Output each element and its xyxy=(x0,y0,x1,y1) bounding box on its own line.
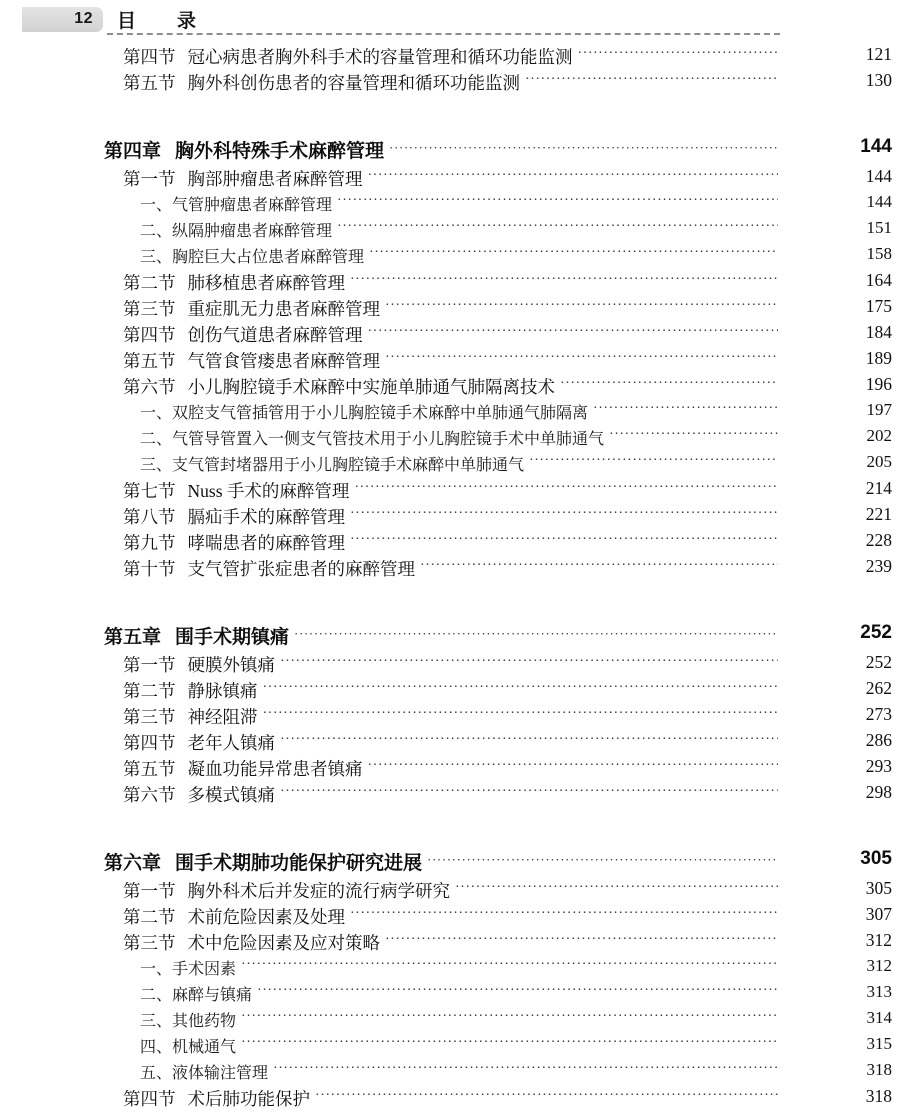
toc-entry-label: 第八节 xyxy=(123,507,176,527)
toc-entry-title: 术中危险因素及应对策略 xyxy=(187,933,380,953)
toc-entry-title: 胸外科特殊手术麻醉管理 xyxy=(175,141,385,162)
toc-leader-dots xyxy=(273,1062,778,1078)
toc-entry-title: 胸腔巨大占位患者麻醉管理 xyxy=(172,249,365,266)
toc-entry-title: 术后肺功能保护 xyxy=(187,1089,310,1109)
toc-leader-dots xyxy=(337,220,778,236)
toc-leader-dots xyxy=(263,681,779,697)
toc-entry-section[interactable] xyxy=(0,374,900,400)
toc-entry-label: 第四节 xyxy=(123,325,176,345)
toc-entry-page-number: 314 xyxy=(866,1008,892,1027)
page-header xyxy=(0,0,900,44)
toc-entry-item[interactable] xyxy=(0,1034,900,1060)
toc-entry-title: 多模式镇痛 xyxy=(187,785,275,805)
toc-entry-section[interactable] xyxy=(0,652,900,678)
toc-leader-dots xyxy=(257,984,778,1000)
toc-entry-section[interactable] xyxy=(0,704,900,730)
toc-entry-page-number: 121 xyxy=(865,44,892,64)
toc-entry-page-number: 252 xyxy=(860,622,892,643)
toc-entry-section[interactable] xyxy=(0,44,900,70)
toc-entry-label: 一、 xyxy=(140,197,173,214)
toc-entry-section[interactable] xyxy=(0,166,900,192)
toc-entry-label: 第三节 xyxy=(123,933,176,953)
toc-entry-label: 第五章 xyxy=(104,627,162,648)
toc-leader-dots xyxy=(241,1010,778,1026)
toc-entry-label: 第五节 xyxy=(123,73,176,93)
toc-entry-label: 第四章 xyxy=(104,141,162,162)
toc-leader-dots xyxy=(385,299,778,315)
toc-entry-section[interactable] xyxy=(0,322,900,348)
toc-entry-label: 三、 xyxy=(140,457,173,474)
toc-leader-dots xyxy=(315,1089,778,1105)
toc-leader-dots xyxy=(368,169,779,185)
toc-entry-page-number: 144 xyxy=(865,166,892,186)
toc-entry-label: 第三节 xyxy=(123,299,176,319)
toc-entry-label: 一、 xyxy=(140,405,173,422)
toc-entry-item[interactable] xyxy=(0,452,900,478)
toc-entry-title: 膈疝手术的麻醉管理 xyxy=(187,507,345,527)
toc-entry-title: 手术因素 xyxy=(172,961,237,978)
toc-leader-dots xyxy=(427,853,778,869)
toc-entry-title: 麻醉与镇痛 xyxy=(172,987,253,1004)
toc-entry-label: 第六章 xyxy=(104,853,162,874)
toc-entry-label: 第四节 xyxy=(123,1089,176,1109)
toc-entry-title: 静脉镇痛 xyxy=(187,681,258,701)
toc-leader-dots xyxy=(609,428,778,444)
running-head-title: 目 录 xyxy=(117,11,208,32)
toc-entry-title: 哮喘患者的麻醉管理 xyxy=(187,533,345,553)
toc-leader-dots xyxy=(350,907,778,923)
toc-entry-title: 胸部肿瘤患者麻醉管理 xyxy=(187,169,363,189)
toc-entry-section[interactable] xyxy=(0,756,900,782)
toc-entry-title: 气管肿瘤患者麻醉管理 xyxy=(172,197,333,214)
table-of-contents xyxy=(0,44,900,1112)
toc-entry-label: 第二节 xyxy=(123,907,176,927)
toc-entry-page-number: 273 xyxy=(865,704,892,724)
toc-entry-title: 支气管扩张症患者的麻醉管理 xyxy=(187,559,415,579)
toc-leader-dots xyxy=(280,655,778,671)
toc-entry-label: 第三节 xyxy=(123,707,176,727)
toc-entry-page-number: 312 xyxy=(866,956,892,975)
toc-entry-title: 凝血功能异常患者镇痛 xyxy=(187,759,363,779)
toc-entry-title: 液体输注管理 xyxy=(172,1065,269,1082)
toc-entry-page-number: 189 xyxy=(865,348,892,368)
toc-leader-dots xyxy=(420,559,778,575)
toc-entry-section[interactable] xyxy=(0,270,900,296)
toc-entry-page-number: 305 xyxy=(865,878,892,898)
toc-entry-label: 第二节 xyxy=(123,681,176,701)
toc-entry-label: 二、 xyxy=(140,987,173,1004)
toc-entry-section[interactable] xyxy=(0,878,900,904)
toc-entry-section[interactable] xyxy=(0,348,900,374)
toc-entry-page-number: 151 xyxy=(866,218,892,237)
toc-entry-label: 第四节 xyxy=(123,733,176,753)
toc-leader-dots xyxy=(578,47,779,63)
toc-entry-page-number: 202 xyxy=(866,426,892,445)
toc-leader-dots xyxy=(529,454,778,470)
toc-entry-title: 胸外科术后并发症的流行病学研究 xyxy=(187,881,450,901)
toc-entry-page-number: 197 xyxy=(866,400,892,419)
toc-leader-dots xyxy=(385,933,778,949)
toc-entry-item[interactable] xyxy=(0,400,900,426)
toc-leader-dots xyxy=(280,785,778,801)
toc-entry-label: 二、 xyxy=(140,431,173,448)
toc-leader-dots xyxy=(280,733,778,749)
toc-spacer xyxy=(0,582,900,622)
toc-entry-label: 第九节 xyxy=(123,533,176,553)
toc-entry-label: 第六节 xyxy=(123,377,176,397)
toc-entry-page-number: 293 xyxy=(865,756,892,776)
toc-entry-page-number: 221 xyxy=(865,504,892,524)
toc-entry-label: 三、 xyxy=(140,249,173,266)
toc-entry-title: 神经阻滞 xyxy=(187,707,258,727)
toc-entry-page-number: 144 xyxy=(866,192,892,211)
toc-entry-title: 硬膜外镇痛 xyxy=(187,655,275,675)
toc-entry-section[interactable] xyxy=(0,556,900,582)
toc-entry-chapter[interactable] xyxy=(0,136,900,166)
toc-entry-page-number: 196 xyxy=(865,374,892,394)
toc-entry-title: 冠心病患者胸外科手术的容量管理和循环功能监测 xyxy=(187,47,573,67)
toc-leader-dots xyxy=(294,627,778,643)
toc-entry-item[interactable] xyxy=(0,192,900,218)
toc-leader-dots xyxy=(368,759,779,775)
toc-entry-page-number: 307 xyxy=(865,904,892,924)
toc-entry-label: 第二节 xyxy=(123,273,176,293)
toc-entry-title: 纵隔肿瘤患者麻醉管理 xyxy=(172,223,333,240)
toc-entry-title: Nuss 手术的麻醉管理 xyxy=(187,481,350,501)
toc-entry-section[interactable] xyxy=(0,930,900,956)
toc-entry-title: 肺移植患者麻醉管理 xyxy=(187,273,345,293)
toc-leader-dots xyxy=(350,273,778,289)
toc-entry-page-number: 318 xyxy=(866,1060,892,1079)
toc-leader-dots xyxy=(354,481,778,497)
toc-entry-page-number: 175 xyxy=(865,296,892,316)
toc-entry-item[interactable] xyxy=(0,1060,900,1086)
toc-entry-label: 第五节 xyxy=(123,759,176,779)
toc-leader-dots xyxy=(525,73,778,89)
toc-entry-title: 机械通气 xyxy=(172,1039,237,1056)
toc-entry-title: 气管食管瘘患者麻醉管理 xyxy=(187,351,380,371)
toc-entry-item[interactable] xyxy=(0,956,900,982)
toc-entry-title: 气管导管置入一侧支气管技术用于小儿胸腔镜手术中单肺通气 xyxy=(172,431,605,448)
toc-leader-dots xyxy=(350,507,778,523)
toc-entry-page-number: 228 xyxy=(865,530,892,550)
toc-entry-title: 双腔支气管插管用于小儿胸腔镜手术麻醉中单肺通气肺隔离 xyxy=(172,405,589,422)
toc-leader-dots xyxy=(263,707,779,723)
toc-entry-page-number: 214 xyxy=(865,478,892,498)
toc-entry-page-number: 262 xyxy=(865,678,892,698)
toc-entry-page-number: 164 xyxy=(865,270,892,290)
toc-entry-item[interactable] xyxy=(0,426,900,452)
toc-entry-label: 第一节 xyxy=(123,655,176,675)
toc-entry-page-number: 298 xyxy=(865,782,892,802)
toc-entry-label: 三、 xyxy=(140,1013,173,1030)
toc-leader-dots xyxy=(241,1036,778,1052)
toc-entry-page-number: 144 xyxy=(860,136,892,157)
toc-entry-page-number: 315 xyxy=(866,1034,892,1053)
toc-entry-label: 第五节 xyxy=(123,351,176,371)
toc-entry-label: 四、 xyxy=(140,1039,173,1056)
toc-leader-dots xyxy=(385,351,778,367)
toc-entry-item[interactable] xyxy=(0,1008,900,1034)
toc-entry-title: 小儿胸腔镜手术麻醉中实施单肺通气肺隔离技术 xyxy=(187,377,555,397)
toc-entry-page-number: 205 xyxy=(866,452,892,471)
toc-entry-page-number: 184 xyxy=(865,322,892,342)
toc-entry-page-number: 286 xyxy=(865,730,892,750)
folio-box xyxy=(22,7,103,32)
toc-entry-chapter[interactable] xyxy=(0,848,900,878)
toc-entry-section[interactable] xyxy=(0,678,900,704)
toc-leader-dots xyxy=(369,246,778,262)
toc-entry-section[interactable] xyxy=(0,70,900,96)
toc-entry-item[interactable] xyxy=(0,982,900,1008)
toc-entry-title: 支气管封堵器用于小儿胸腔镜手术麻醉中单肺通气 xyxy=(172,457,525,474)
toc-leader-dots xyxy=(593,402,778,418)
toc-spacer xyxy=(0,808,900,848)
toc-entry-label: 一、 xyxy=(140,961,173,978)
toc-entry-label: 第七节 xyxy=(123,481,176,501)
toc-entry-item[interactable] xyxy=(0,244,900,270)
toc-entry-title: 创伤气道患者麻醉管理 xyxy=(187,325,363,345)
toc-leader-dots xyxy=(350,533,778,549)
toc-entry-section[interactable] xyxy=(0,782,900,808)
toc-entry-title: 重症肌无力患者麻醉管理 xyxy=(187,299,380,319)
toc-leader-dots xyxy=(560,377,778,393)
toc-leader-dots xyxy=(368,325,779,341)
toc-entry-label: 第十节 xyxy=(123,559,176,579)
toc-entry-label: 第一节 xyxy=(123,169,176,189)
toc-entry-section[interactable] xyxy=(0,504,900,530)
toc-entry-item[interactable] xyxy=(0,218,900,244)
toc-entry-label: 二、 xyxy=(140,223,173,240)
toc-entry-title: 胸外科创伤患者的容量管理和循环功能监测 xyxy=(187,73,520,93)
toc-entry-section[interactable] xyxy=(0,530,900,556)
toc-entry-page-number: 313 xyxy=(866,982,892,1001)
toc-entry-page-number: 318 xyxy=(865,1086,892,1106)
toc-entry-page-number: 158 xyxy=(866,244,892,263)
toc-leader-dots xyxy=(337,194,778,210)
toc-entry-page-number: 252 xyxy=(865,652,892,672)
toc-entry-section[interactable] xyxy=(0,1086,900,1112)
page-folio-number: 12 xyxy=(74,10,93,27)
toc-entry-page-number: 305 xyxy=(860,848,892,869)
toc-leader-dots xyxy=(389,141,778,157)
toc-entry-label: 五、 xyxy=(140,1065,173,1082)
toc-entry-section[interactable] xyxy=(0,730,900,756)
toc-leader-dots xyxy=(455,881,778,897)
toc-entry-label: 第四节 xyxy=(123,47,176,67)
toc-entry-title: 围手术期镇痛 xyxy=(175,627,290,648)
toc-entry-label: 第六节 xyxy=(123,785,176,805)
toc-entry-title: 其他药物 xyxy=(172,1013,237,1030)
toc-entry-page-number: 239 xyxy=(865,556,892,576)
toc-entry-page-number: 130 xyxy=(865,70,892,90)
toc-entry-section[interactable] xyxy=(0,904,900,930)
toc-entry-section[interactable] xyxy=(0,296,900,322)
toc-spacer xyxy=(0,96,900,136)
toc-entry-label: 第一节 xyxy=(123,881,176,901)
toc-entry-chapter[interactable] xyxy=(0,622,900,652)
toc-entry-title: 术前危险因素及处理 xyxy=(187,907,345,927)
toc-entry-page-number: 312 xyxy=(865,930,892,950)
toc-leader-dots xyxy=(241,958,778,974)
toc-entry-section[interactable] xyxy=(0,478,900,504)
toc-entry-title: 围手术期肺功能保护研究进展 xyxy=(175,853,423,874)
toc-entry-title: 老年人镇痛 xyxy=(187,733,275,753)
header-dashed-rule xyxy=(107,33,780,35)
